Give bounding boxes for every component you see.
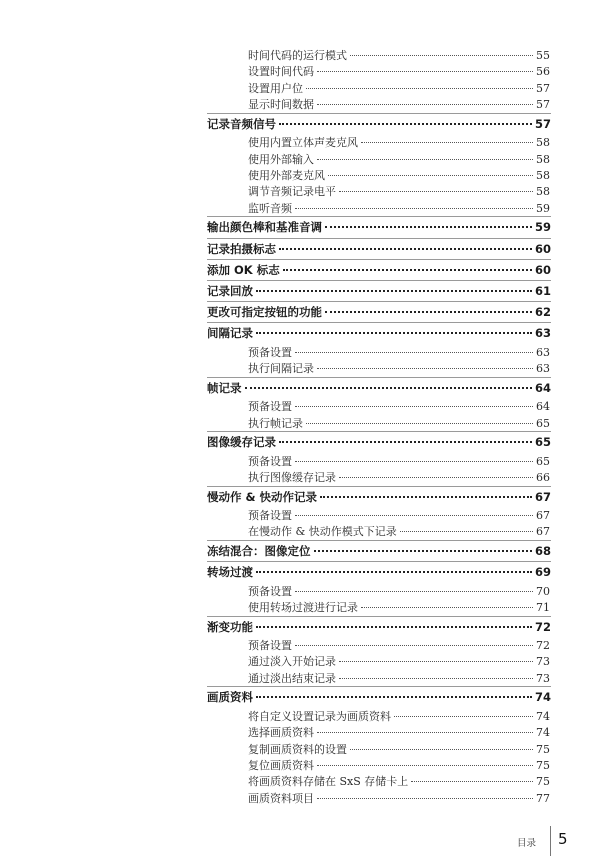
toc-subsection-entry[interactable]: [248, 583, 550, 600]
dot-leader: [350, 749, 533, 750]
section-rule: [207, 686, 551, 687]
dot-leader: [295, 461, 533, 462]
toc-subsection-entry[interactable]: [248, 724, 550, 741]
toc-entry-title: 记录拍摄标志: [207, 241, 276, 256]
toc-entry-page: 60: [534, 241, 551, 256]
toc-entry-page: 66: [536, 471, 550, 484]
dot-leader: [339, 678, 533, 679]
toc-entry-title: 记录回放: [207, 283, 253, 298]
toc-entry-page: 72: [536, 639, 550, 652]
toc-entry-title: 执行帧记录: [248, 416, 303, 430]
toc-entry-page: 57: [536, 98, 550, 112]
toc-entry-page: 60: [534, 262, 551, 277]
footer-section-label: 目录: [517, 838, 537, 849]
toc-subsection-entry[interactable]: [248, 790, 550, 807]
toc-entry-title: 预备设置: [248, 345, 292, 359]
toc-entry-title: 设置时间代码: [248, 65, 314, 79]
section-rule: [207, 616, 551, 617]
toc-section-entry[interactable]: [207, 116, 551, 133]
toc-subsection-entry[interactable]: [248, 523, 550, 540]
toc-section-entry[interactable]: [207, 325, 551, 342]
toc-section-entry[interactable]: [207, 262, 551, 279]
toc-section-entry[interactable]: [207, 304, 551, 321]
toc-subsection-entry[interactable]: [248, 453, 550, 470]
toc-subsection-entry[interactable]: [248, 757, 550, 774]
toc-subsection-entry[interactable]: [248, 63, 550, 80]
dot-leader: [325, 226, 532, 228]
toc-section-entry[interactable]: [207, 380, 551, 397]
dot-leader: [339, 477, 533, 478]
dot-leader: [361, 607, 533, 608]
toc-subsection-entry[interactable]: [248, 469, 550, 486]
dot-leader: [279, 248, 532, 250]
toc-subsection-entry[interactable]: [248, 183, 550, 200]
toc-subsection-entry[interactable]: [248, 360, 550, 377]
dot-leader: [320, 496, 532, 498]
toc-entry-title: 将画质资料存储在 SxS 存储卡上: [248, 775, 409, 789]
dot-leader: [317, 798, 533, 799]
dot-leader: [361, 142, 533, 143]
toc-entry-page: 63: [536, 362, 550, 376]
toc-subsection-entry[interactable]: [248, 415, 550, 432]
toc-entry-page: 64: [536, 400, 550, 414]
toc-entry-title: 记录音频信号: [207, 116, 276, 131]
footer-page-number: 5: [558, 830, 568, 848]
toc-entry-title: 设置用户位: [248, 81, 303, 95]
section-rule: [207, 280, 551, 281]
toc-entry-page: 70: [536, 584, 550, 598]
dot-leader: [256, 571, 532, 573]
toc-entry-page: 59: [534, 220, 551, 235]
toc-entry-page: 65: [534, 435, 551, 450]
toc-entry-title: 预备设置: [248, 400, 292, 414]
toc-entry-title: 慢动作 & 快动作记录: [207, 489, 318, 504]
toc-subsection-entry[interactable]: [248, 47, 550, 64]
toc-subsection-entry[interactable]: [248, 134, 550, 151]
toc-entry-title: 预备设置: [248, 454, 292, 468]
toc-entry-page: 69: [534, 565, 551, 580]
toc-entry-page: 73: [536, 655, 550, 669]
toc-section-entry[interactable]: [207, 283, 551, 300]
toc-entry-title: 渐变功能: [207, 619, 253, 634]
toc-entry-page: 75: [536, 759, 550, 772]
toc-entry-page: 67: [534, 489, 551, 504]
dot-leader: [279, 441, 532, 443]
dot-leader: [339, 661, 533, 662]
dot-leader: [394, 716, 533, 717]
toc-subsection-entry[interactable]: [248, 708, 550, 725]
dot-leader: [306, 423, 533, 424]
toc-section-entry[interactable]: [207, 543, 551, 560]
toc-entry-page: 74: [536, 726, 550, 740]
dot-leader: [317, 71, 533, 72]
dot-leader: [325, 311, 532, 313]
toc-subsection-entry[interactable]: [248, 96, 550, 113]
toc-entry-page: 67: [536, 509, 550, 522]
section-rule: [207, 431, 551, 432]
toc-entry-page: 58: [536, 185, 550, 199]
toc-entry-title: 预备设置: [248, 509, 292, 522]
dot-leader: [317, 732, 533, 733]
dot-leader: [295, 515, 533, 516]
section-rule: [207, 322, 551, 323]
toc-entry-page: 73: [536, 671, 550, 685]
dot-leader: [328, 175, 533, 176]
toc-entry-title: 监听音频: [248, 201, 292, 215]
toc-entry-title: 冻结混合：图像定位: [207, 543, 311, 558]
toc-subsection-entry[interactable]: [248, 200, 550, 217]
toc-entry-title: 使用外部输入: [248, 152, 314, 166]
toc-entry-page: 77: [536, 791, 550, 805]
toc-entry-page: 58: [536, 152, 550, 166]
dot-leader: [306, 88, 533, 89]
toc-entry-title: 执行图像缓存记录: [248, 471, 336, 484]
toc-entry-title: 调节音频记录电平: [248, 185, 336, 199]
section-rule: [207, 377, 551, 378]
toc-entry-page: 68: [534, 543, 551, 558]
toc-entry-title: 通过淡入开始记录: [248, 655, 336, 669]
toc-subsection-entry[interactable]: [248, 80, 550, 97]
toc-section-entry[interactable]: [207, 219, 551, 236]
toc-entry-title: 使用外部麦克风: [248, 169, 325, 182]
toc-entry-page: 56: [536, 65, 550, 79]
toc-entry-page: 75: [536, 742, 550, 756]
dot-leader: [295, 406, 533, 407]
toc-entry-title: 时间代码的运行模式: [248, 49, 347, 62]
toc-subsection-entry[interactable]: [248, 507, 550, 524]
toc-entry-page: 64: [534, 380, 551, 395]
dot-leader: [339, 191, 533, 192]
toc-entry-title: 画质资料: [207, 690, 253, 705]
footer-divider: [550, 826, 551, 856]
dot-leader: [295, 591, 533, 592]
toc-entry-title: 预备设置: [248, 584, 292, 598]
toc-entry-title: 通过淡出结束记录: [248, 671, 336, 685]
toc-entry-page: 74: [534, 690, 551, 705]
dot-leader: [314, 550, 532, 552]
toc-entry-title: 更改可指定按钮的功能: [207, 305, 322, 320]
toc-entry-page: 65: [536, 454, 550, 468]
dot-leader: [295, 352, 533, 353]
toc-entry-title: 执行间隔记录: [248, 362, 314, 376]
toc-section-entry[interactable]: [207, 689, 551, 706]
section-rule: [207, 259, 551, 260]
dot-leader: [295, 645, 533, 646]
toc-entry-page: 74: [536, 709, 550, 723]
toc-subsection-entry[interactable]: [248, 167, 550, 184]
dot-leader: [317, 765, 533, 766]
toc-entry-page: 62: [534, 305, 551, 320]
toc-entry-title: 复位画质资料: [248, 759, 314, 772]
toc-entry-page: 65: [536, 416, 550, 430]
toc-entry-title: 使用转场过渡进行记录: [248, 601, 358, 614]
section-rule: [207, 486, 551, 487]
toc-section-entry[interactable]: [207, 564, 551, 581]
toc-subsection-entry[interactable]: [248, 653, 550, 670]
dot-leader: [245, 387, 532, 389]
toc-entry-title: 间隔记录: [207, 326, 253, 341]
toc-entry-page: 57: [534, 116, 551, 131]
toc-entry-page: 58: [536, 136, 550, 150]
dot-leader: [317, 368, 533, 369]
toc-section-entry[interactable]: [207, 619, 551, 636]
toc-subsection-entry[interactable]: [248, 741, 550, 758]
section-rule: [207, 561, 551, 562]
dot-leader: [400, 531, 533, 532]
toc-entry-page: 61: [534, 283, 551, 298]
dot-leader: [295, 208, 533, 209]
toc-subsection-entry[interactable]: [248, 773, 550, 790]
section-rule: [207, 540, 551, 541]
toc-subsection-entry[interactable]: [248, 398, 550, 415]
toc-subsection-entry[interactable]: [248, 344, 550, 361]
toc-entry-title: 输出颜色棒和基准音调: [207, 220, 322, 235]
toc-entry-page: 55: [536, 49, 550, 62]
toc-entry-page: 57: [536, 81, 550, 95]
toc-entry-page: 71: [536, 601, 550, 614]
section-rule: [207, 238, 551, 239]
section-rule: [207, 113, 551, 114]
toc-entry-title: 添加 OK 标志: [207, 262, 280, 277]
dot-leader: [256, 696, 532, 698]
toc-entry-page: 63: [534, 326, 551, 341]
dot-leader: [256, 626, 532, 628]
toc-entry-title: 画质资料项目: [248, 791, 314, 805]
toc-entry-title: 复制画质资料的设置: [248, 742, 347, 756]
toc-entry-page: 75: [536, 775, 550, 789]
toc-entry-page: 72: [534, 619, 551, 634]
toc-entry-page: 58: [536, 169, 550, 182]
toc-entry-page: 67: [536, 525, 550, 539]
dot-leader: [350, 55, 533, 56]
dot-leader: [317, 104, 533, 105]
dot-leader: [411, 781, 533, 782]
toc-entry-title: 使用内置立体声麦克风: [248, 136, 358, 150]
toc-entry-title: 图像缓存记录: [207, 435, 276, 450]
toc-entry-title: 显示时间数据: [248, 98, 314, 112]
toc-entry-title: 预备设置: [248, 639, 292, 652]
dot-leader: [317, 159, 533, 160]
toc-subsection-entry[interactable]: [248, 670, 550, 687]
toc-section-entry[interactable]: [207, 489, 551, 506]
toc-entry-title: 帧记录: [207, 380, 242, 395]
section-rule: [207, 216, 551, 217]
dot-leader: [279, 123, 532, 125]
toc-entry-title: 在慢动作 & 快动作模式下记录: [248, 525, 397, 539]
toc-entry-title: 选择画质资料: [248, 726, 314, 740]
toc-subsection-entry[interactable]: [248, 599, 550, 616]
toc-subsection-entry[interactable]: [248, 151, 550, 168]
toc-entry-title: 转场过渡: [207, 565, 253, 580]
toc-entry-page: 59: [536, 201, 550, 215]
section-rule: [207, 301, 551, 302]
dot-leader: [283, 269, 532, 271]
toc-entry-page: 63: [536, 345, 550, 359]
toc-entry-title: 将自定义设置记录为画质资料: [248, 709, 391, 723]
dot-leader: [256, 290, 532, 292]
toc-subsection-entry[interactable]: [248, 637, 550, 654]
dot-leader: [256, 332, 532, 334]
toc-section-entry[interactable]: [207, 241, 551, 258]
toc-section-entry[interactable]: [207, 434, 551, 451]
